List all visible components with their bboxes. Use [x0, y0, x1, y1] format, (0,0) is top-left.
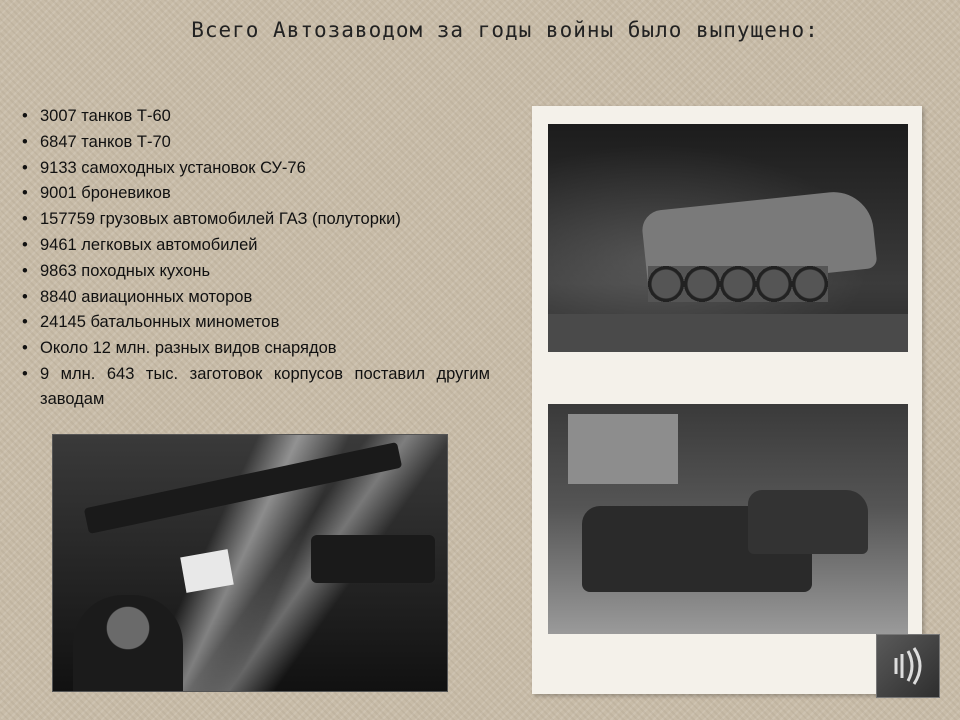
list-item: • Около 12 млн. разных видов снарядов [22, 336, 490, 362]
floor-shape [548, 314, 908, 352]
production-list [22, 104, 490, 412]
audio-button[interactable] [876, 634, 940, 698]
slide-title: Всего Автозаводом за годы войны было выпущено: [191, 18, 819, 42]
list-item: • 24145 батальонных минометов [22, 310, 490, 336]
worker-shape [73, 595, 183, 692]
factory-photo-crane [52, 434, 448, 692]
tank-shape-rear [748, 490, 868, 554]
list-item: • 9133 самоходных установок СУ-76 [22, 156, 490, 182]
list-item: • 3007 танков Т-60 [22, 104, 490, 130]
list-item: • 9461 легковых автомобилей [22, 233, 490, 259]
list-item: • 9 млн. 643 тыс. заготовок корпусов поставил другим заводам [22, 362, 490, 412]
hanging-vehicle-shape [311, 535, 435, 583]
tank-wheels-shape [648, 266, 828, 302]
wall-shape [568, 414, 678, 484]
gun-barrel-shape [84, 442, 402, 534]
sign-shape [180, 549, 234, 593]
factory-photo-hoist [548, 124, 908, 352]
list-item: • 6847 танков Т-70 [22, 130, 490, 156]
list-item: • 157759 грузовых автомобилей ГАЗ (полуторки) [22, 207, 490, 233]
list-item: • 8840 авиационных моторов [22, 285, 490, 311]
factory-photo-assembly-line [548, 404, 908, 634]
list-item: • 9001 броневиков [22, 181, 490, 207]
list-item: • 9863 походных кухонь [22, 259, 490, 285]
speaker-icon [886, 644, 930, 688]
